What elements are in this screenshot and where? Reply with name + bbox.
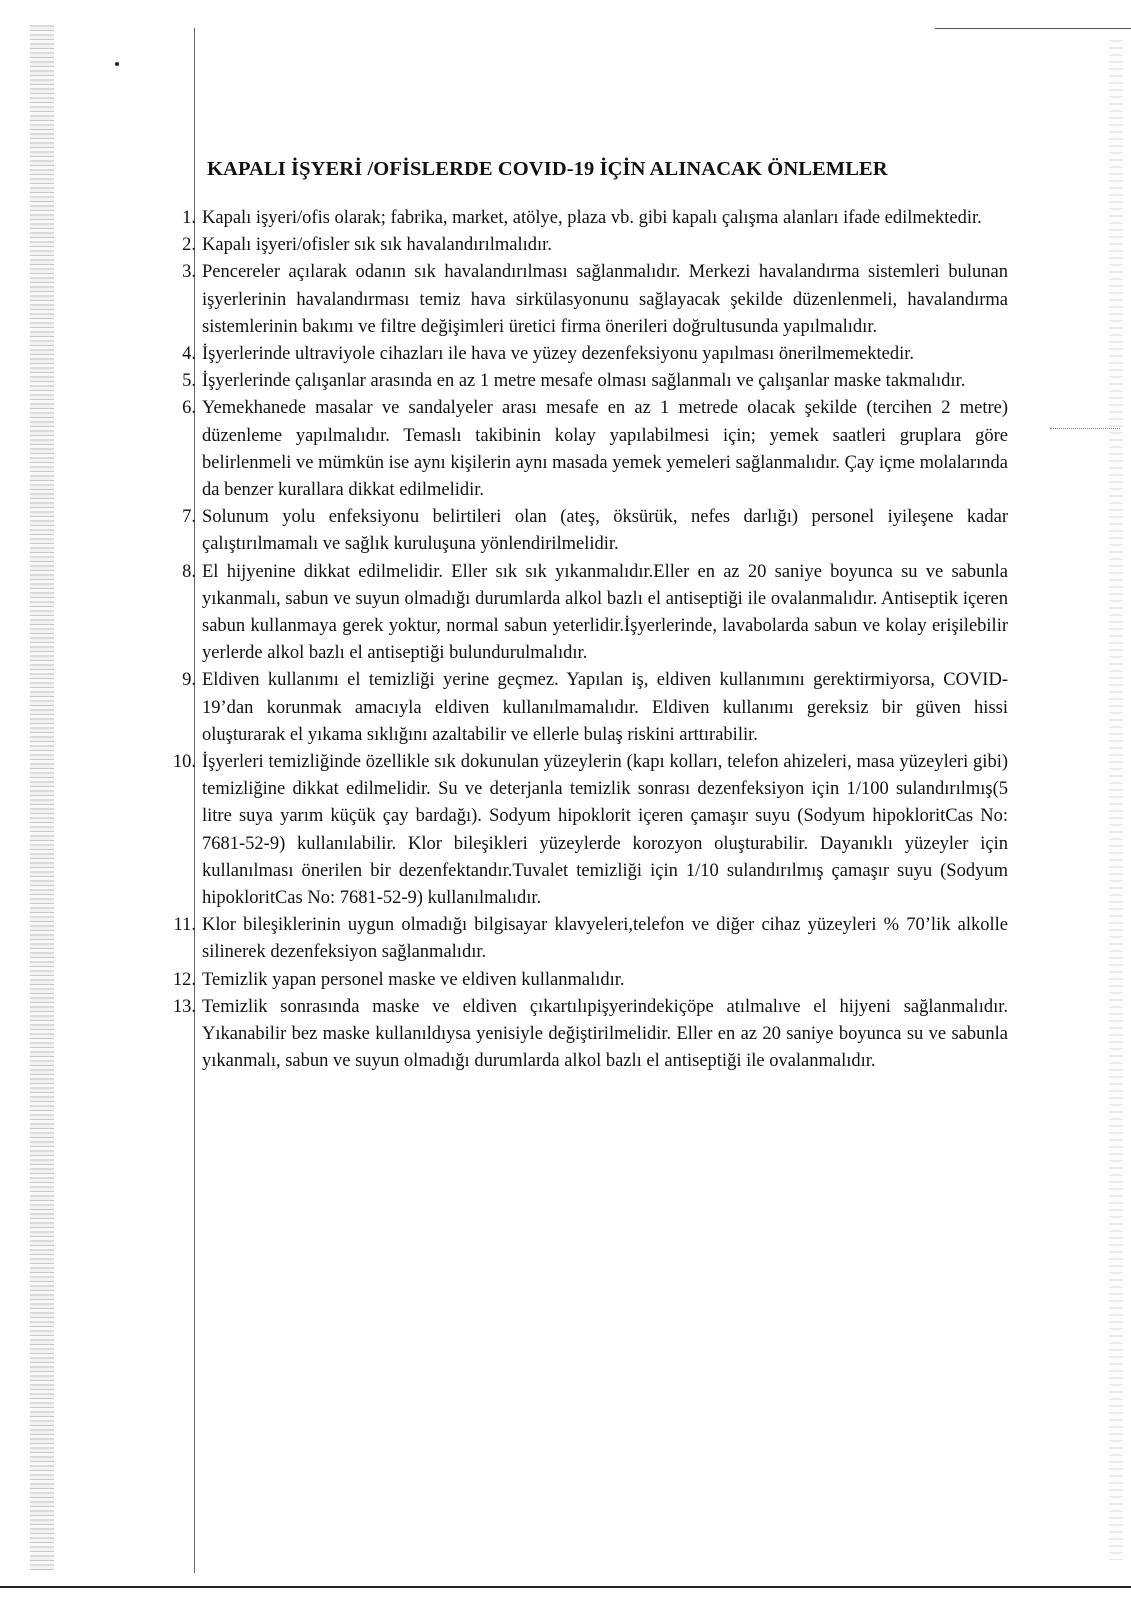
list-item	[160, 667, 1022, 749]
list-item	[160, 205, 1022, 232]
scan-edge-left	[30, 25, 54, 1570]
list-item	[160, 912, 1022, 966]
list-item	[160, 749, 1022, 912]
item-text: Pencereler açılarak odanın sık havalandırılması sağlanmalıdır. Merkezi havalandırma sistemleri bulunan işyerlerinin havalandırması temiz hava sirkülasyonunu sağlayacak şekilde düzenlenmeli, havalandırma sistemlerinin bakımı ve filtre değişimleri üretici firma önerileri doğrultusunda yapılmalıdır.	[202, 262, 1008, 337]
top-rule	[935, 28, 1131, 29]
item-number: 6.	[182, 398, 196, 419]
item-number: 3.	[182, 262, 196, 283]
item-number: 10.	[172, 752, 196, 773]
item-text: Kapalı işyeri/ofis olarak; fabrika, market, atölye, plaza vb. gibi kapalı çalışma alanları ifade edilmektedir.	[202, 208, 982, 228]
item-text: İşyerlerinde ultraviyole cihazları ile hava ve yüzey dezenfeksiyonu yapılması önerilmemektedir.	[202, 344, 914, 365]
item-text: Eldiven kullanımı el temizliği yerine geçmez. Yapılan iş, eldiven kullanımını gerektirmiyorsa, COVID-19’dan korunmak amacıyla eldiven kullanılmamalıdır. Eldiven kullanımı gereksiz bir güven hissi oluşturarak el yıkama sıklığını azaltabilir ve ellerle bulaş riskini arttırabilir.	[202, 670, 1008, 745]
item-text: Temizlik sonrasında maske ve eldiven çıkartılıpişyerindekiçöpe atılmalıve el hijyeni sağlanmalıdır. Yıkanabilir bez maske kullanıldıysa yenisiyle değiştirilmelidir. Eller en az 20 saniye boyunca su ve sabunla yıkanmalı, sabun ve suyun olmadığı durumlarda alkol bazlı el antiseptiği ile ovalanmalıdır.	[202, 996, 1008, 1072]
item-number: 2.	[182, 235, 196, 256]
side-mark	[1050, 428, 1120, 430]
list-item	[160, 259, 1022, 341]
item-text: İşyerleri temizliğinde özellikle sık dokunulan yüzeylerin (kapı kolları, telefon ahizeleri, masa yüzeyleri gibi) temizliğine dikkat edilmelidir. Su ve deterjanla temizlik sonrası dezenfeksiyon için 1/100 sulandırılmış(5 litre suya yarım küçük çay bardağı). Sodyum hipoklorit içeren çamaşır suyu (Sodyum hipokloritCas No: 7681-52-9) kullanılabilir. Klor bileşikleri yüzeylerde korozyon oluşturabilir. Dayanıklı yüzeyler için kullanılması önerilen bir dezenfektandır.Tuvalet temizliği için 1/10 sulandırılmış çamaşır suyu (Sodyum hipokloritCas No: 7681-52-9) kullanılmalıdır.	[202, 752, 1008, 909]
list-item	[160, 368, 1022, 395]
speck-dot	[115, 62, 119, 66]
list-item	[160, 967, 1022, 994]
list-item	[160, 232, 1022, 259]
bottom-rule	[0, 1586, 1131, 1588]
list-item	[160, 559, 1022, 668]
list-item	[160, 395, 1022, 504]
page-title: KAPALI İŞYERİ /OFİSLERDE COVID-19 İÇİN ALINACAK ÖNLEMLER	[207, 158, 888, 180]
list-item	[160, 994, 1022, 1076]
item-number: 8.	[182, 561, 196, 582]
item-text: İşyerlerinde çalışanlar arasında en az 1 metre mesafe olması sağlanmalı ve çalışanlar maske takmalıdır.	[202, 371, 966, 392]
item-text: Kapalı işyeri/ofisler sık sık havalandırılmalıdır.	[202, 235, 552, 256]
item-number: 12.	[172, 969, 196, 990]
item-text: Temizlik yapan personel maske ve eldiven kullanmalıdır.	[202, 969, 625, 990]
list-item	[160, 504, 1022, 558]
item-number: 5.	[182, 371, 196, 392]
item-text: El hijyenine dikkat edilmelidir. Eller sık sık yıkanmalıdır.Eller en az 20 saniye boyunca su ve sabunla yıkanmalı, sabun ve suyun olmadığı durumlarda alkol bazlı el antiseptiği ile ovalanmalıdır. Antiseptik içeren sabun kullanmaya gerek yoktur, normal sabun yeterlidir.İşyerlerinde, lavabolarda sabun ve kolay erişilebilir yerlerde alkol bazlı el antiseptiği bulundurulmalıdır.	[202, 561, 1008, 664]
item-number: 13.	[172, 996, 196, 1017]
item-number: 9.	[182, 670, 196, 691]
item-number: 11.	[173, 915, 196, 936]
measures-list	[160, 205, 1022, 1076]
item-number: 4.	[182, 344, 196, 365]
item-text: Klor bileşiklerinin uygun olmadığı bilgisayar klavyeleri,telefon ve diğer cihaz yüzeyleri % 70’lik alkolle silinerek dezenfeksiyon sağlanmalıdır.	[202, 915, 1008, 963]
item-number: 7.	[182, 507, 196, 528]
scan-edge-right	[1109, 40, 1123, 1560]
item-text: Solunum yolu enfeksiyonu belirtileri olan (ateş, öksürük, nefes darlığı) personel iyileşene kadar çalıştırılmamalı ve sağlık kuruluşuna yönlendirilmelidir.	[202, 507, 1008, 555]
item-number: 1.	[182, 208, 196, 228]
item-text: Yemekhanede masalar ve sandalyeler arası mesafe en az 1 metrede olacak şekilde (tercihen 2 metre) düzenleme yapılmalıdır. Temaslı takibinin kolay yapılabilmesi için; yemek saatleri gruplara göre belirlenmeli ve mümkün ise aynı kişilerin aynı masada yemek yemeleri sağlanmalıdır. Çay içme molalarında da benzer kurallara dikkat edilmelidir.	[202, 398, 1008, 501]
list-item	[160, 341, 1022, 368]
